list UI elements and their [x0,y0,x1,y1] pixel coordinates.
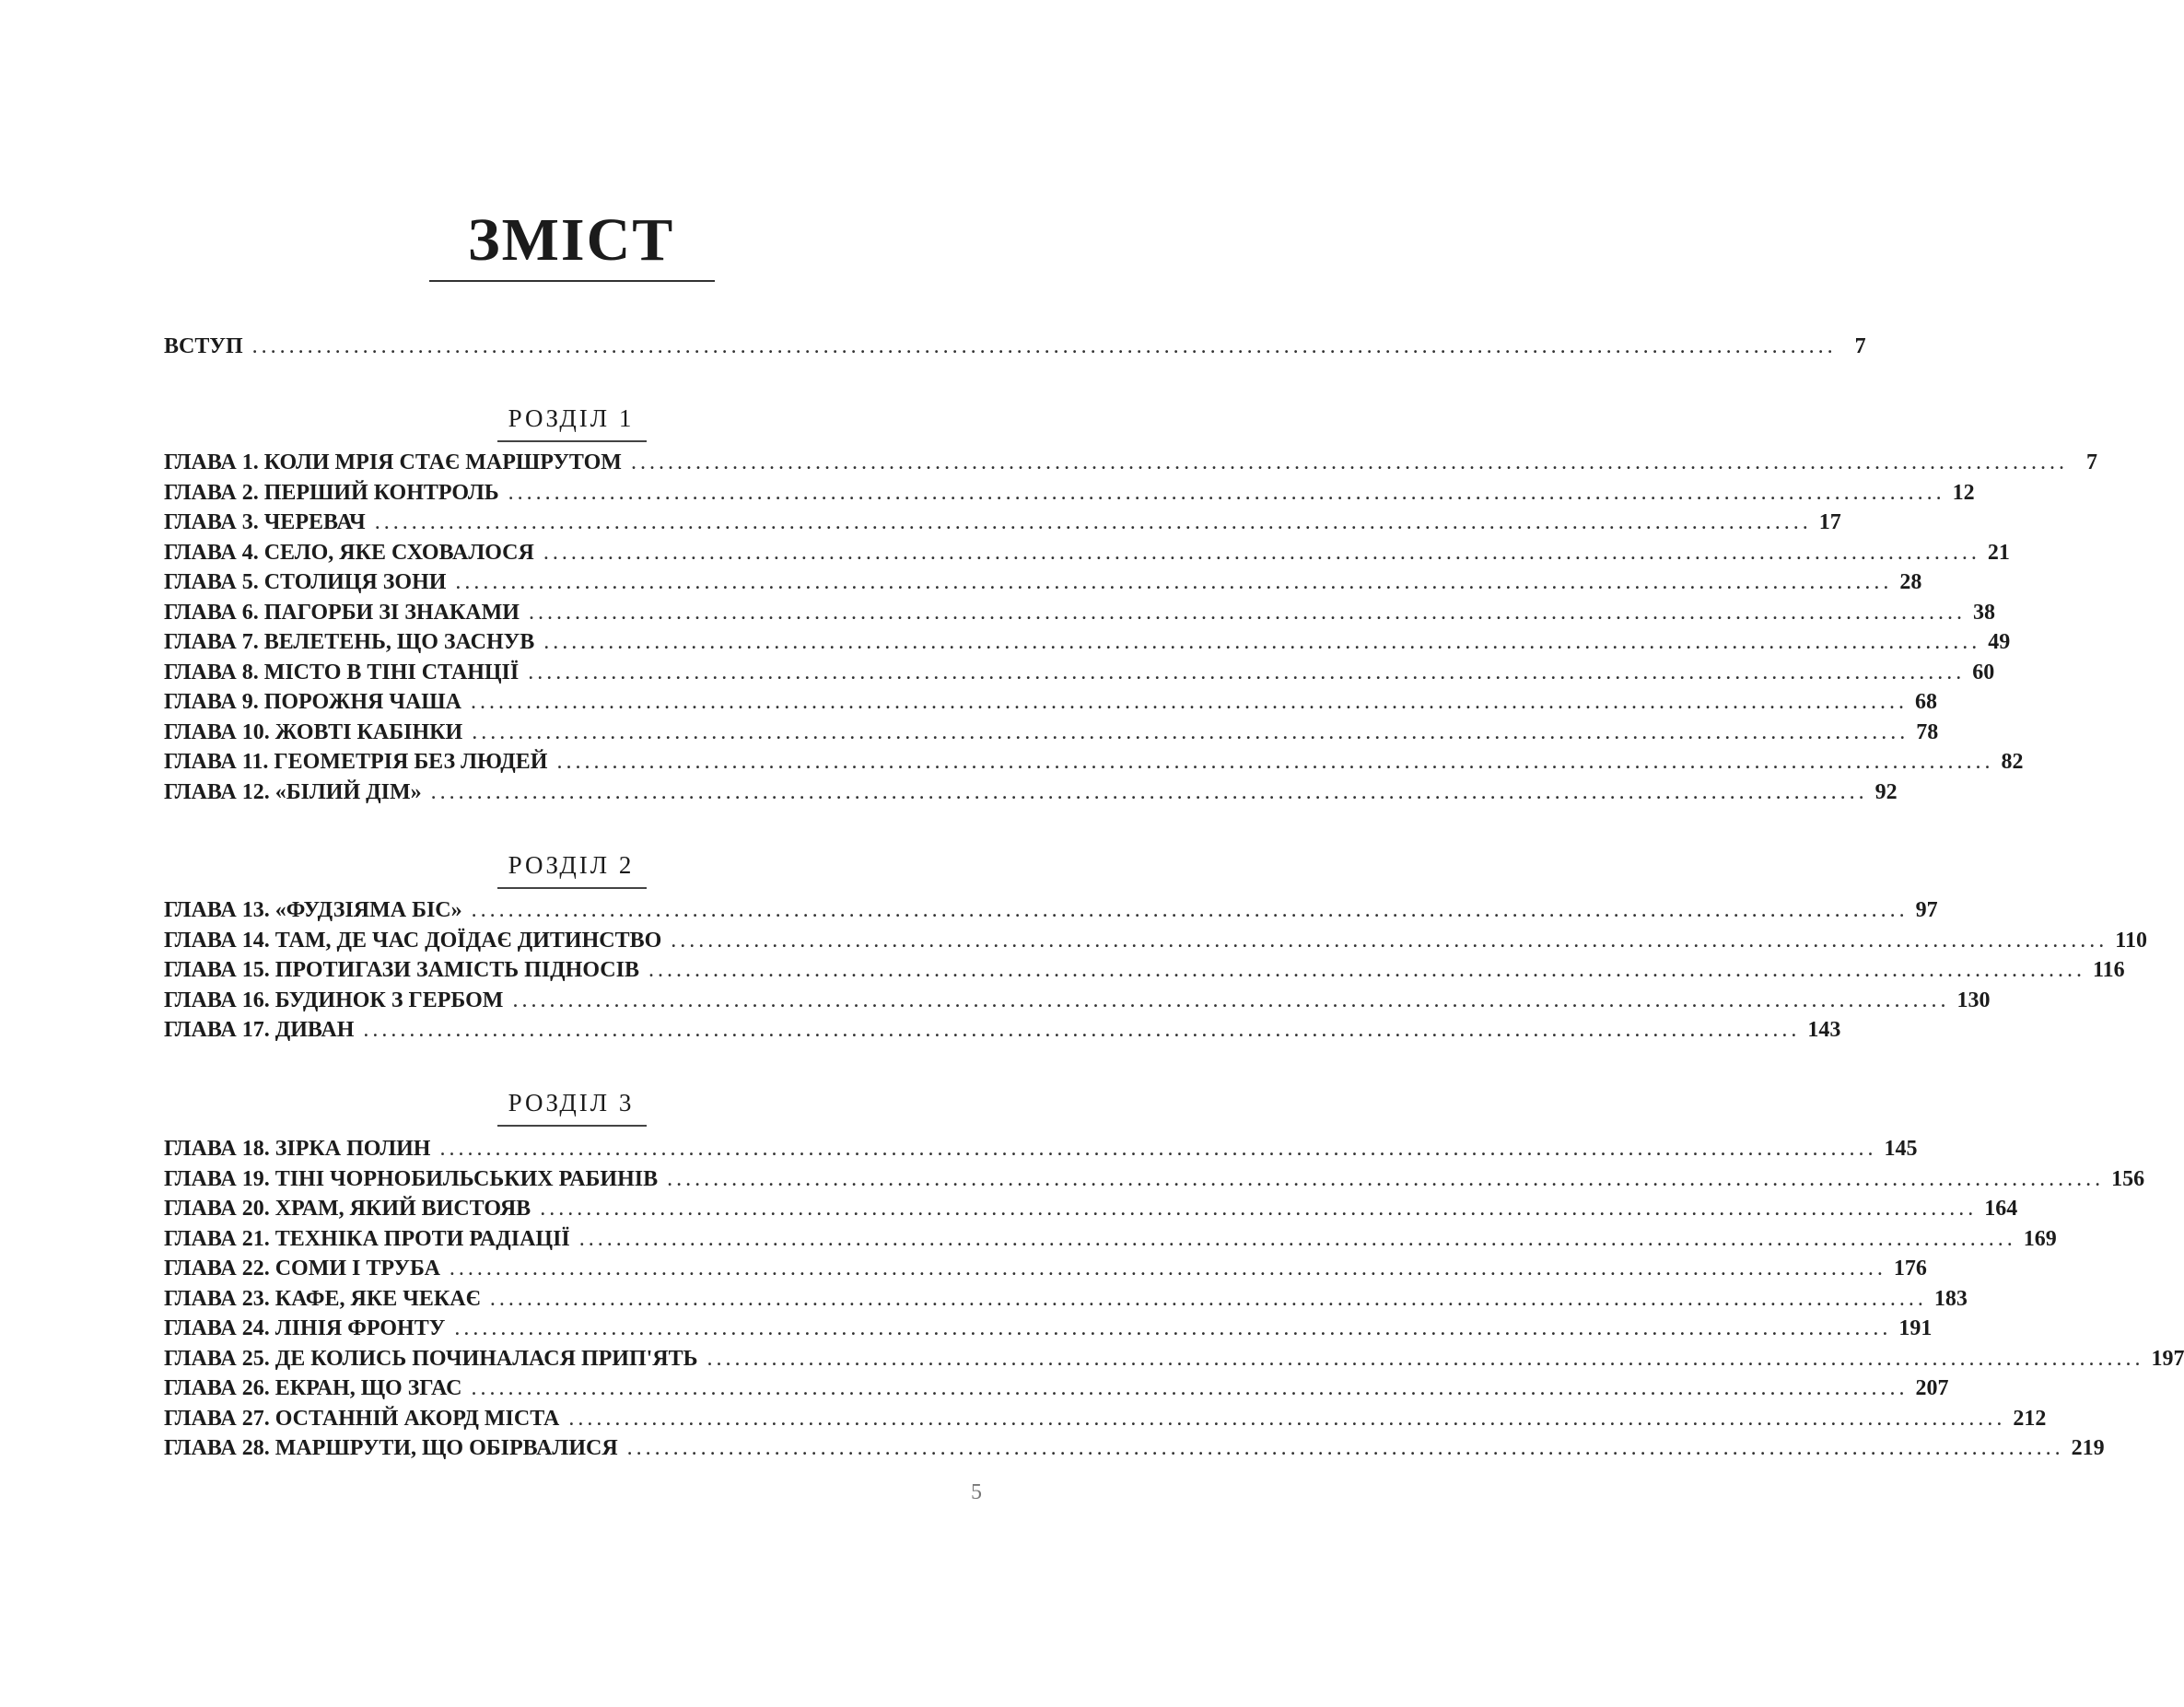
toc-entry-label: ГЛАВА 27. ОСТАННІЙ АКОРД МІСТА [164,1406,560,1431]
toc-entry-intro[interactable] [164,332,1866,362]
dot-leader: ............................................................................................................................................................ [671,928,2108,953]
toc-entry[interactable] [164,448,2097,478]
toc-entry[interactable] [164,478,1975,509]
toc-entry-page: 176 [1893,1257,1927,1280]
dot-leader: ............................................................................................................................................................ [707,1346,2144,1371]
toc-entry[interactable] [164,926,2147,956]
toc-entry-label: ГЛАВА 8. МІСТО В ТІНІ СТАНЦІЇ [164,660,520,684]
toc-entry-label: ГЛАВА 22. СОМИ І ТРУБА [164,1257,440,1280]
dot-leader: ............................................................................................................................................................ [528,600,1966,625]
toc-entry[interactable] [164,895,1938,926]
toc-entry[interactable] [164,687,1937,718]
dot-leader: ............................................................................................................................................................ [626,1436,2064,1460]
toc-entry-page: 169 [2023,1226,2057,1251]
toc-entry-label: ГЛАВА 13. «ФУДЗІЯМА БІС» [164,898,462,922]
toc-entry[interactable] [164,627,2011,658]
toc-entry[interactable] [164,658,1995,688]
dot-leader: ............................................................................................................................................................ [648,958,2085,982]
toc-entry-page: 110 [2115,928,2147,953]
section-1-entries [164,448,2097,807]
dot-leader: ............................................................................................................................................................ [472,719,1910,744]
toc-entry-label: ГЛАВА 23. КАФЕ, ЯКЕ ЧЕКАЄ [164,1286,481,1311]
toc-entry-page: 17 [1818,510,1841,534]
toc-entry-label: ГЛАВА 3. ЧЕРЕВАЧ [164,510,366,534]
toc-entry-page: 191 [1898,1316,1933,1340]
toc-entry-page: 183 [1933,1286,1968,1311]
toc-entry[interactable] [164,1224,2057,1255]
toc-entry-page: 219 [2071,1436,2105,1460]
dot-leader: ............................................................................................................................................................ [430,779,1868,804]
toc-entry[interactable] [164,508,1841,538]
toc-entry-label: ГЛАВА 6. ПАГОРБИ ЗІ ЗНАКАМИ [164,600,520,625]
dot-leader: ............................................................................................................................................................ [454,1316,1892,1340]
toc-entry-label: ГЛАВА 21. ТЕХНІКА ПРОТИ РАДІАЦІЇ [164,1226,570,1251]
toc-entry[interactable] [164,986,1991,1016]
dot-leader: ............................................................................................................................................................ [489,1286,1927,1311]
dot-leader: ............................................................................................................................................................................ [251,334,1837,358]
toc-entry[interactable] [164,1374,1949,1404]
toc-entry[interactable] [164,747,2024,778]
toc-entry-page: 207 [1915,1376,1949,1400]
toc-entry-label: ГЛАВА 17. ДИВАН [164,1018,355,1042]
toc-entry-page: 145 [1884,1137,1918,1161]
dot-leader: ............................................................................................................................................................ [374,510,1812,534]
toc-entry[interactable] [164,1344,2184,1374]
toc-entry-page: 92 [1875,779,1898,804]
toc-entry-page: 60 [1972,660,1995,684]
toc-entry-page: 130 [1956,988,1991,1012]
dot-leader: ............................................................................................................................................................ [578,1226,2016,1251]
toc-entry-page: 38 [1972,600,1995,625]
toc-entry[interactable] [164,1284,1968,1315]
dot-leader: ............................................................................................................................................................ [556,750,1994,774]
toc-entry-page: 116 [2092,958,2125,982]
dot-leader: ............................................................................................................................................................ [439,1137,1877,1161]
toc-entry[interactable] [164,1134,1918,1164]
section-heading-1: РОЗДІЛ 1 [508,404,635,432]
page-number: 5 [971,1480,982,1504]
toc-entry-label: ГЛАВА 12. «БІЛИЙ ДІМ» [164,779,422,804]
dot-leader: ............................................................................................................................................................ [363,1018,1801,1042]
toc-entry[interactable] [164,1254,1927,1284]
intro-entry-block [164,332,1866,362]
toc-entry-label: ГЛАВА 5. СТОЛИЦЯ ЗОНИ [164,570,447,594]
toc-entry[interactable] [164,955,2125,986]
toc-entry[interactable] [164,1194,2018,1224]
page-title: ЗМІСТ [467,206,675,274]
dot-leader: ............................................................................................................................................................ [543,630,1981,654]
toc-entry-label: ГЛАВА 18. ЗІРКА ПОЛИН [164,1137,431,1161]
title-underline [429,280,715,282]
dot-leader: ............................................................................................................................................................ [568,1406,2006,1431]
toc-entry-page: 78 [1916,719,1939,744]
toc-entry-label: ГЛАВА 4. СЕЛО, ЯКЕ СХОВАЛОСЯ [164,540,534,565]
toc-entry-label: ГЛАВА 26. ЕКРАН, ЩО ЗГАС [164,1376,462,1400]
toc-entry-page: 21 [1987,540,2010,565]
toc-entry-label: ГЛАВА 25. ДЕ КОЛИСЬ ПОЧИНАЛАСЯ ПРИП'ЯТЬ [164,1346,698,1371]
toc-entry-page: 156 [2111,1166,2145,1191]
toc-entry-label: ГЛАВА 10. ЖОВТІ КАБІНКИ [164,719,463,744]
toc-entry[interactable] [164,1433,2105,1464]
toc-entry-page: 68 [1914,690,1937,714]
toc-entry-page: 97 [1915,898,1938,922]
dot-leader: ............................................................................................................................................................ [449,1257,1886,1280]
toc-entry-page: 7 [2085,450,2097,474]
toc-entry-label: ГЛАВА 2. ПЕРШИЙ КОНТРОЛЬ [164,480,499,505]
section-underline-1 [497,440,647,442]
toc-entry-page: 82 [2001,750,2024,774]
toc-entry[interactable] [164,1164,2145,1195]
toc-entry[interactable] [164,1015,1841,1046]
section-underline-3 [497,1125,647,1127]
toc-entry-page: 28 [1899,570,1922,594]
toc-entry-label: ГЛАВА 9. ПОРОЖНЯ ЧАША [164,690,461,714]
toc-entry-page: 212 [2013,1406,2047,1431]
section-2-entries [164,895,2147,1046]
toc-entry-label: ГЛАВА 15. ПРОТИГАЗИ ЗАМІСТЬ ПІДНОСІВ [164,958,639,982]
toc-entry-page: 164 [1984,1197,2018,1221]
toc-entry-label: ГЛАВА 14. ТАМ, ДЕ ЧАС ДОЇДАЄ ДИТИНСТВО [164,928,662,953]
toc-entry[interactable] [164,538,2010,568]
dot-leader: ............................................................................................................................................................ [512,988,1950,1012]
toc-entry-label: ГЛАВА 11. ГЕОМЕТРІЯ БЕЗ ЛЮДЕЙ [164,750,548,774]
section-underline-2 [497,887,647,889]
toc-entry-page: 197 [2151,1346,2184,1371]
dot-leader: ............................................................................................................................................................ [528,660,1966,684]
toc-entry-label: ГЛАВА 24. ЛІНІЯ ФРОНТУ [164,1316,446,1340]
toc-entry[interactable] [164,778,1898,808]
toc-entry-label: ГЛАВА 7. ВЕЛЕТЕНЬ, ЩО ЗАСНУВ [164,630,535,654]
dot-leader: ............................................................................................................................................................ [543,540,1980,565]
section-heading-3: РОЗДІЛ 3 [508,1089,635,1117]
toc-entry[interactable] [164,1404,2047,1434]
dot-leader: ............................................................................................................................................................ [630,450,2068,474]
toc-entry-label: ГЛАВА 19. ТІНІ ЧОРНОБИЛЬСЬКИХ РАБИНІВ [164,1166,659,1191]
toc-entry-label: ГЛАВА 16. БУДИНОК З ГЕРБОМ [164,988,504,1012]
toc-entry[interactable] [164,718,1939,748]
section-heading-2: РОЗДІЛ 2 [508,851,635,879]
dot-leader: ............................................................................................................................................................ [540,1197,1978,1221]
dot-leader: ............................................................................................................................................................ [667,1166,2105,1191]
section-3-entries [164,1134,2184,1464]
toc-entry[interactable] [164,1314,1933,1344]
toc-entry-label: ГЛАВА 28. МАРШРУТИ, ЩО ОБІРВАЛИСЯ [164,1436,618,1460]
dot-leader: ............................................................................................................................................................ [470,690,1908,714]
dot-leader: ............................................................................................................................................................ [471,898,1909,922]
toc-entry-page: 12 [1952,480,1975,505]
toc-entry[interactable] [164,567,1922,598]
toc-entry-label: ВСТУП [164,334,243,358]
toc-entry-page: 7 [1854,334,1866,358]
toc-entry-page: 143 [1807,1018,1841,1042]
dot-leader: ............................................................................................................................................................ [508,480,1945,505]
toc-entry-label: ГЛАВА 1. КОЛИ МРІЯ СТАЄ МАРШРУТОМ [164,450,622,474]
toc-entry[interactable] [164,598,1995,628]
toc-entry-page: 49 [1988,630,2011,654]
dot-leader: ............................................................................................................................................................ [455,570,1893,594]
dot-leader: ............................................................................................................................................................ [471,1376,1909,1400]
toc-entry-label: ГЛАВА 20. ХРАМ, ЯКИЙ ВИСТОЯВ [164,1197,531,1221]
